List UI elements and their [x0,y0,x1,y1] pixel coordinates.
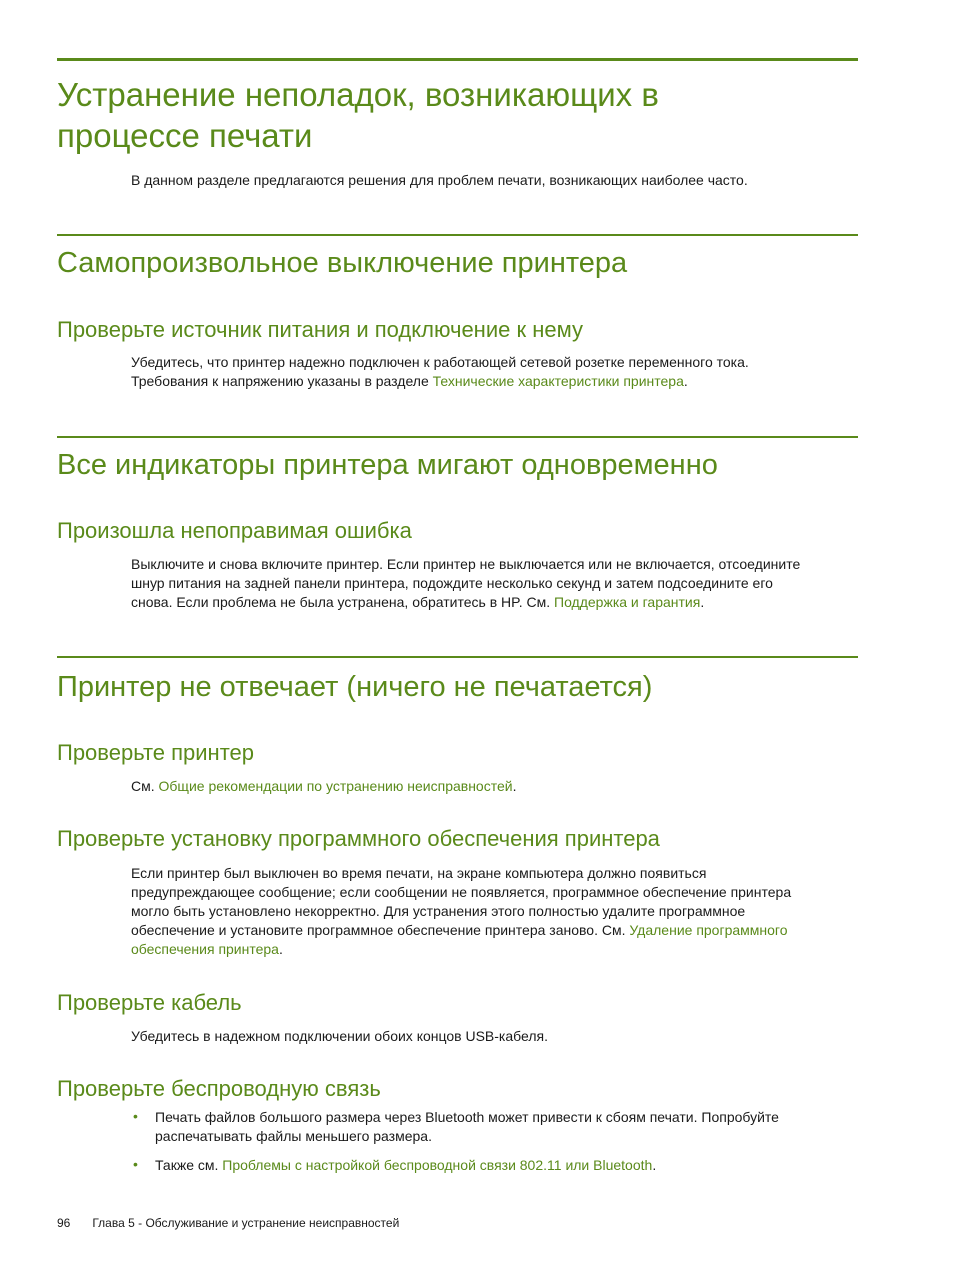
page-title [57,74,659,156]
page-title-line2: процессе печати [57,117,313,154]
link-support-warranty[interactable]: Поддержка и гарантия [554,594,701,610]
link-uninstall-software-cont[interactable]: обеспечения принтера [131,941,279,957]
paragraph [131,555,800,612]
paragraph-line [131,921,791,940]
text: . [512,778,517,794]
link-printer-specs[interactable]: Технические характеристики принтера [432,373,684,389]
footer [57,1215,399,1231]
subsection-heading: Проверьте установку программного обеспечения принтера [57,826,660,851]
text: обеспечение и установите программное обеспечение принтера заново. См. [131,922,630,938]
subsection-heading: Проверьте беспроводную связь [57,1076,381,1101]
paragraph-line: Убедитесь, что принтер надежно подключен к работающей сетевой розетке переменного тока. [131,354,749,370]
text: . [700,594,705,610]
subsection-heading: Проверьте кабель [57,990,242,1015]
paragraph-line: могло быть установлено некорректно. Для устранения этого полностью удалите программное [131,903,746,919]
section-rule [57,656,858,658]
subsection-heading: Проверьте принтер [57,740,255,765]
link-uninstall-software[interactable]: Удаление программного [629,922,788,938]
text: Требования к напряжению указаны в разделе [131,373,433,389]
text: . [652,1157,657,1173]
paragraph-line [131,940,791,959]
text: снова. Если проблема не была устранена, обратитесь в HP. См. [131,594,554,610]
subsection-heading: Произошла непоправимая ошибка [57,518,412,543]
subsection-heading: Проверьте источник питания и подключение к нему [57,317,583,342]
list-item [155,1156,656,1175]
bullet-icon: • [133,1108,138,1124]
list-item [155,1108,779,1146]
title-rule [57,58,858,61]
paragraph-line: шнур питания на задней панели принтера, подождите несколько секунд и затем подсоедините его [131,575,773,591]
intro-text: В данном разделе предлагаются решения для проблем печати, возникающих наиболее часто. [131,172,748,188]
text: . [683,373,688,389]
section-rule [57,234,858,236]
text: См. [131,778,159,794]
page-title-line1: Устранение неполадок, возникающих в [57,76,659,113]
section-heading: Принтер не отвечает (ничего не печатается) [57,671,653,703]
text: . [278,941,283,957]
list-item-line: распечатывать файлы меньшего размера. [155,1128,432,1144]
paragraph-line: Выключите и снова включите принтер. Если принтер не выключается или не включается, отсоедините [131,556,801,572]
text: Также см. [155,1157,223,1173]
paragraph [131,864,791,959]
bullet-icon: • [133,1156,138,1172]
list-item-line: Печать файлов большого размера через Bluetooth может привести к сбоям печати. Попробуйте [155,1109,779,1125]
paragraph: Убедитесь в надежном подключении обоих концов USB-кабеля. [131,1028,548,1044]
section-heading: Все индикаторы принтера мигают одновременно [57,449,718,481]
link-general-troubleshooting[interactable]: Общие рекомендации по устранению неисправностей [158,778,513,794]
paragraph-line: предупреждающее сообщение; если сообщении не появляется, программное обеспечение принтера [131,884,792,900]
paragraph [131,353,749,391]
link-wireless-problems[interactable]: Проблемы с настройкой беспроводной связи 802.11 или Bluetooth [222,1157,653,1173]
paragraph-line: Если принтер был выключен во время печати, на экране компьютера должно появиться [131,865,707,881]
section-heading: Самопроизвольное выключение принтера [57,247,628,279]
page-number: 96 [57,1216,71,1230]
paragraph-line [131,593,800,612]
paragraph [131,777,516,796]
chapter-title: Глава 5 - Обслуживание и устранение неисправностей [92,1216,400,1230]
paragraph-line [131,372,749,391]
section-rule [57,436,858,438]
